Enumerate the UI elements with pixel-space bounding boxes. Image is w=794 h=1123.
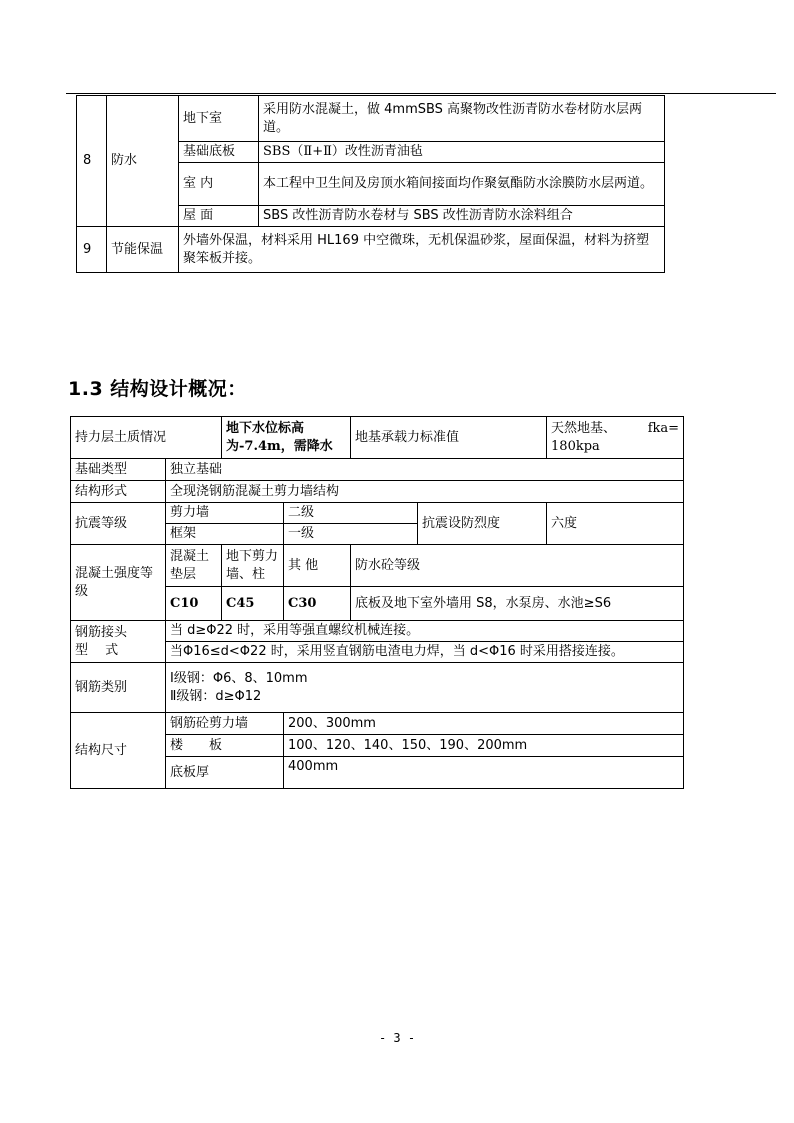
- rebar-type-line2: Ⅱ级钢：d≥Φ12: [170, 688, 262, 704]
- other-label: 其 他: [284, 545, 351, 587]
- cushion-label: 混凝土垫层: [166, 545, 222, 587]
- basement-wall-label: 地下剪力墙、柱: [222, 545, 284, 587]
- structure-size-label: 结构尺寸: [71, 713, 166, 789]
- bearing-label: 持力层土质情况: [71, 417, 222, 459]
- waterproof-grade-value: 底板及地下室外墙用 S8，水泵房、水池≥S6: [351, 587, 684, 621]
- rebar-joint-label-line2: 型 式: [75, 642, 119, 658]
- size-item-label: 底板厚: [166, 757, 284, 789]
- foundation-capacity-label: 地基承载力标准值: [351, 417, 547, 459]
- item-content: 本工程中卫生间及房顶水箱间接面均作聚氨酯防水涂膜防水层两道。: [259, 163, 665, 206]
- rebar-joint-label: [71, 621, 166, 663]
- size-item-label: 钢筋砼剪力墙: [166, 713, 284, 735]
- shear-wall-grade: 二级: [284, 503, 418, 524]
- waterproof-insulation-table: [76, 95, 665, 273]
- c10-value: C10: [166, 587, 222, 621]
- row-8-number: 8: [77, 96, 107, 227]
- item-label: 地下室: [179, 96, 259, 142]
- c30-value: C30: [284, 587, 351, 621]
- fortification-label: 抗震设防烈度: [418, 503, 547, 545]
- waterproof-grade-label: 防水砼等级: [351, 545, 684, 587]
- natural-ground: 天然地基、: [551, 420, 617, 436]
- page-number: - 3 -: [378, 1031, 416, 1045]
- seismic-label: 抗震等级: [71, 503, 166, 545]
- rebar-joint-value-1: 当 d≥Φ22 时，采用等强直螺纹机械连接。: [166, 621, 684, 642]
- item-label: 屋 面: [179, 206, 259, 227]
- item-content: SBS 改性沥青防水卷材与 SBS 改性沥青防水涂料组合: [259, 206, 665, 227]
- concrete-grade-label: 混凝土强度等级: [71, 545, 166, 621]
- structure-design-table: [70, 416, 684, 789]
- item-content: 采用防水混凝土，做 4mmSBS 高聚物改性沥青防水卷材防水层两道。: [259, 96, 665, 142]
- row-9-content: 外墙外保温，材料采用 HL169 中空微珠，无机保温砂浆，屋面保温，材料为挤塑聚笨板并接。: [179, 227, 665, 273]
- frame-label: 框架: [166, 524, 284, 545]
- header-rule: [66, 93, 776, 94]
- section-title: 1.3 结构设计概况：: [68, 378, 247, 400]
- c45-value: C45: [222, 587, 284, 621]
- item-label: 基础底板: [179, 142, 259, 163]
- rebar-type-value: [166, 663, 684, 713]
- frame-grade: 一级: [284, 524, 418, 545]
- fka-label: fka=: [647, 420, 680, 436]
- shear-wall-label: 剪力墙: [166, 503, 284, 524]
- size-item-label: 楼 板: [166, 735, 284, 757]
- structure-form-label: 结构形式: [71, 481, 166, 503]
- rebar-joint-value-2: 当Φ16≤d<Φ22 时，采用竖直钢筋电渣电力焊，当 d<Φ16 时采用搭接连接。: [166, 642, 684, 663]
- size-item-value: 100、120、140、150、190、200mm: [284, 735, 684, 757]
- rebar-joint-label-line1: 钢筋接头: [75, 624, 128, 640]
- item-label: 室 内: [179, 163, 259, 206]
- size-item-value: 400mm: [284, 757, 684, 789]
- rebar-type-line1: Ⅰ级钢：Φ6、8、10mm: [170, 670, 308, 686]
- foundation-type-value: 独立基础: [166, 459, 684, 481]
- fka-value: 180kpa: [551, 438, 600, 454]
- rebar-type-label: 钢筋类别: [71, 663, 166, 713]
- foundation-capacity-value: [547, 417, 684, 459]
- row-8-category: 防水: [107, 96, 179, 227]
- fortification-value: 六度: [547, 503, 684, 545]
- row-9-category: 节能保温: [107, 227, 179, 273]
- item-content: SBS（Ⅱ+Ⅱ）改性沥青油毡: [259, 142, 665, 163]
- size-item-value: 200、300mm: [284, 713, 684, 735]
- foundation-type-label: 基础类型: [71, 459, 166, 481]
- structure-form-value: 全现浇钢筋混凝土剪力墙结构: [166, 481, 684, 503]
- row-9-number: 9: [77, 227, 107, 273]
- groundwater-value: 地下水位标高为-7.4m，需降水: [222, 417, 351, 459]
